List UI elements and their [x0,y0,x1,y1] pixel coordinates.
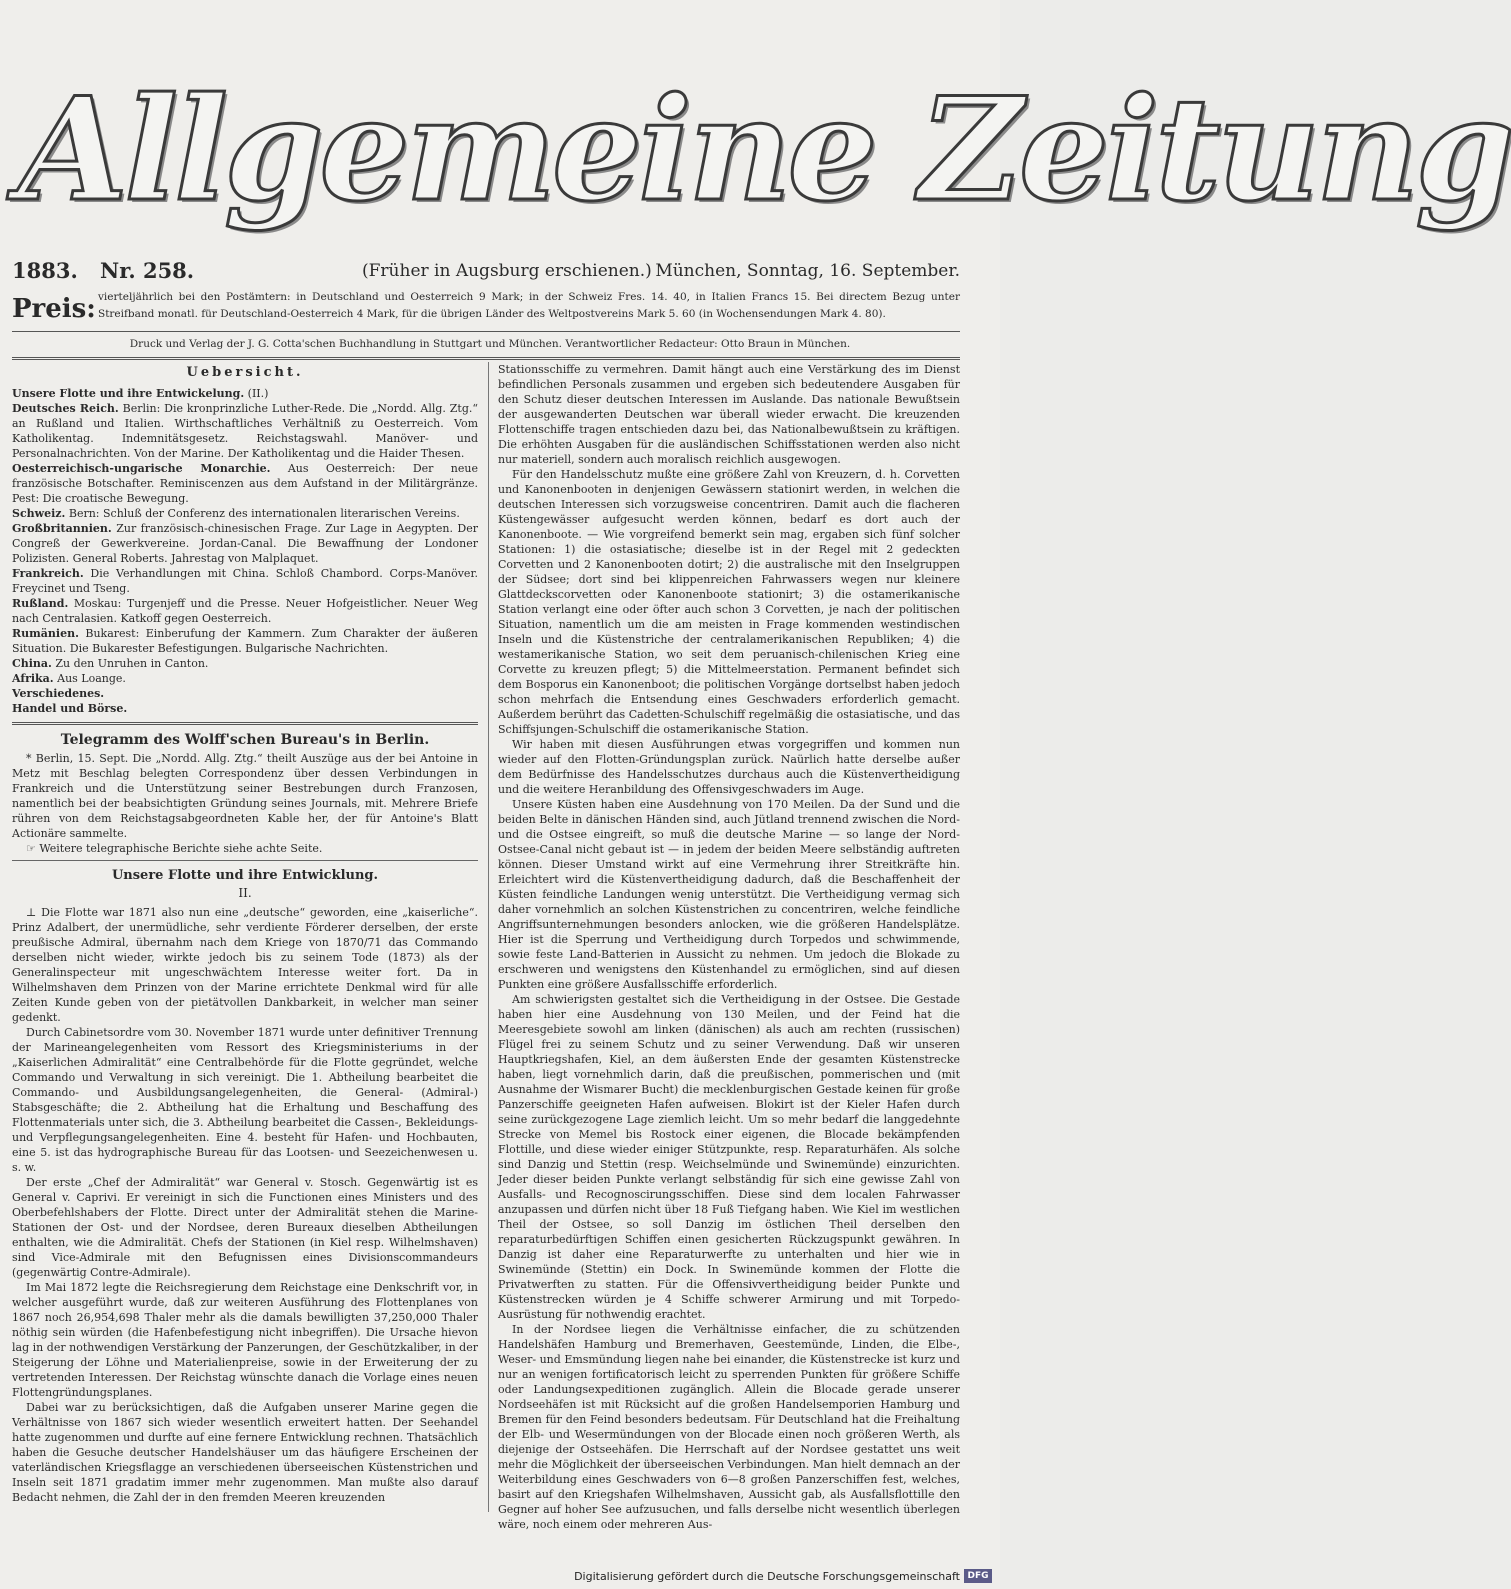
masthead-title: Allgemeine Zeitung [18,67,1511,233]
place-date: München, Sonntag, 16. September. [655,261,960,281]
article-paragraph: Dabei war zu berücksichtigen, daß die Aufgaben unserer Marine gegen die Verhältnisse von 1867 sich wieder wesentlich erweitert hatten. Der Seehandel hatte zugenommen und durfte auf eine fernere Entwicklung rechnen. Thatsächlich haben die Gesuche deutscher Handelshäuser um das häufigere Erscheinen der vaterländischen Kriegsflagge an verschiedenen überseeischen Küstenstrichen und Inseln seit 1871 gradatim immer mehr zugenommen. Man mußte also darauf Bedacht nehmen, die Zahl der in den fremden Meeren kreuzenden [12,1401,478,1504]
overview-entry: Frankreich. Die Verhandlungen mit China. Schloß Chambord. Corps-Manöver. Freycinet und Tseng. [12,567,478,595]
overview-entry: Deutsches Reich. Berlin: Die kronprinzliche Luther-Rede. Die „Nordd. Allg. Ztg.“ an Rußland und Italien. Wirthschaftliches Verhältniß zu Oesterreich. Vom Katholikentag. Indemnitätsgesetz. Reichstagswahl. Manöver- und Personalnachrichten. Von der Marine. Der Katholikentag und die Haider Thesen. [12,402,478,460]
former-location-note: (Früher in Augsburg erschienen.) [362,261,652,281]
overview-entry: Großbritannien. Zur französisch-chinesischen Frage. Zur Lage in Aegypten. Der Congreß der Gewerkvereine. Jordan-Canal. Die Bewaffnung der Londoner Polizisten. General Roberts. Jahrestag von Malplaquet. [12,522,478,565]
article-paragraph: Der erste „Chef der Admiralität“ war General v. Stosch. Gegenwärtig ist es General v. Caprivi. Er vereinigt in sich die Functionen eines Ministers und des Oberbefehlshabers der Flotte. Direct unter der Admiralität stehen die Marine-Stationen der Ost- und der Nordsee, deren Bureaux dieselben Abtheilungen enthalten, wie die Admiralität. Chefs der Stationen (in Kiel resp. Wilhelmshaven) sind Vice-Admirale mit den Befugnissen eines Divisionscommandeurs (gegenwärtig Contre-Admirale). [12,1176,478,1279]
article-paragraph: Am schwierigsten gestaltet sich die Vertheidigung in der Ostsee. Die Gestade haben hier eine Ausdehnung von 130 Meilen, und der Feind hat die Meeresgebiete sowohl am linken (dänischen) als auch am rechten (russischen) Flügel frei zu seinem Schutz und zu seiner Verwendung. Daß wir unseren Hauptkriegshafen, Kiel, an dem äußersten Ende der gesamten Küstenstrecke haben, liegt vornehmlich darin, daß die preußischen, pommerischen und (mit Ausnahme der Wismarer Bucht) die mecklenburgischen Gestade keinen für große Panzerschiffe geeigneten Hafen aufweisen. Blokirt ist der Kieler Hafen durch seine zurückgezogene Lage ziemlich leicht. Um so mehr bedarf die langgedehnte Strecke von Memel bis Rostock einer eigenen, die Blocade bekämpfenden Flottille, und diese wieder einiger Stützpunkte, resp. Reparaturhäfen. Als solche sind Danzig und Stettin (resp. Weichselmünde und Swinemünde) einzurichten. Jeder dieser beiden Punkte verlangt selbständig für sich eine gewisse Zahl von Ausfalls- und Recognoscirungsschiffen. Diese sind dem localen Fahrwasser anzupassen und dürfen nicht über 18 Fuß Tiefgang haben. Wie Kiel im westlichen Theil der Ostsee, so soll Danzig im östlichen Theil derselben den reparaturbedürftigen Schiffen einen gesicherten Rückzugspunkt gewähren. In Danzig ist daher eine Reparaturwerfte zu unterhalten und hier wie in Swinemünde (Stettin) ein Dock. In Swinemünde kommen der Flotte die Privatwerften zu statten. Für die Offensivvertheidigung beider Punkte und Küstenstrecken würden je 4 Schiffe schwerer Armirung und mit Torpedo-Ausrüstung für nothwendig erachtet. [498,993,960,1321]
section-divider [12,860,478,861]
issue-year: 1883. [12,258,78,283]
overview-entry: Oesterreichisch-ungarische Monarchie. Aus Oesterreich: Der neue französische Botschafter. Reminiscenzen aus dem Aufstand in der Militärgränze. Pest: Die croatische Bewegung. [12,462,478,505]
overview-entry: Afrika. Aus Loange. [12,672,126,685]
column-divider [488,362,489,1512]
overview-entry: Schweiz. Bern: Schluß der Conferenz des internationalen literarischen Vereins. [12,507,460,520]
article-title: Unsere Flotte und ihre Entwicklung. [111,868,379,883]
article-paragraph: Wir haben mit diesen Ausführungen etwas vorgegriffen und kommen nun wieder auf den Flotten-Gründungsplan zurück. Naürlich hatte derselbe außer dem Bedürfnisse des Handelsschutzes durchaus auch die Küstenvertheidigung und die weitere Heranbildung des Offensivgeschwaders im Auge. [498,738,960,796]
article-paragraph: Im Mai 1872 legte die Reichsregierung dem Reichstage eine Denkschrift vor, in welcher ausgeführt wurde, daß zur weiteren Ausführung des Flottenplanes von 1867 noch 26,954,698 Thaler mehr als die damals bewilligten 37,250,000 Thaler nöthig sein würden (die Hafenbefestigung nicht inbegriffen). Die Ursache hievon lag in der nothwendigen Verstärkung der Panzerungen, der Geschützkaliber, in der Steigerung der Löhne und Materialienpreise, sowie in der Erweiterung der zu vertretenden Interessen. Der Reichstag wünschte danach die Vorlage eines neuen Flottengründungsplanes. [12,1281,478,1399]
overview-entry: China. Zu den Unruhen in Canton. [12,657,209,670]
article-paragraph: In der Nordsee liegen die Verhältnisse einfacher, die zu schützenden Handelshäfen Hamburg und Bremerhaven, Geestemünde, Linden, die Elbe-, Weser- und Emsmündung liegen nahe bei einander, die Küstenstrecke ist kurz und nur an wenigen fortificatorisch leicht zu sperrenden Punkten für größere Schiffe oder Landungsexpeditionen zugänglich. Allein die Blocade gerade unserer Nordseehäfen ist mit Rücksicht auf die großen Handelsemporien Hamburg und Bremen für den Feind besonders bedeutsam. Für Deutschland hat die Freihaltung der Elb- und Wesermündungen von der Blocade einen noch größeren Werth, als diejenige der Ostseehäfen. Die Herrschaft auf der Nordsee gestattet uns weit mehr die Möglichkeit der überseeischen Verbindungen. Man hielt demnach an der Weiterbildung eines Geschwaders von 6—8 großen Panzerschiffen fest, welches, basirt auf den Kriegshafen Wilhelmshaven, Aussicht gab, als Ausfallsflottille den Gegner auf hoher See aufzusuchen, und falls derselbe nicht wesentlich überlegen wäre, noch einem oder mehreren Aus- [498,1323,960,1531]
article-paragraph: Unsere Küsten haben eine Ausdehnung von 170 Meilen. Da der Sund und die beiden Belte in dänischen Händen sind, auch Jütland trennend zwischen die Nord- und die Ostsee eingreift, so muß die deutsche Marine — so lange der Nord-Ostsee-Canal nicht gebaut ist — in jedem der beiden Meere selbständig auftreten können. Dieser Umstand wirkt auf eine Vermehrung ihrer Streitkräfte hin. Erleichtert wird die Küstenvertheidigung dadurch, daß die Beschaffenheit der Küsten feindliche Landungen wenig unterstützt. Die Vertheidigung vermag sich daher vornehmlich an solchen Küstenstrichen zu concentriren, welche feindliche Angriffsunternehmungen besonders anlocken, wie die größeren Handelsplätze. Hier ist die Sperrung und Vertheidigung durch Torpedos und schwimmende, sowie feste Land-Batterien in Aussicht zu nehmen. Um jedoch die Blokade zu erschweren und wenigstens den Küstenhandel zu ermöglichen, sind auf diesen Punkten eine größere Ausfallsschiffe erforderlich. [498,798,960,991]
issue-number: Nr. 258. [100,258,195,283]
overview-entry: Unsere Flotte und ihre Entwickelung. (II.) [12,387,269,400]
article-paragraph: ⊥ Die Flotte war 1871 also nun eine „deutsche“ geworden, eine „kaiserliche“. Prinz Adalbert, der unermüdliche, sehr verdiente Förderer derselben, der erste preußische Admiral, übernahm nach dem Kriege von 1870/71 das Commando derselben nicht wieder, wirkte jedoch bis zu seinem Tode (1873) als der Generalinspecteur mit ungeschwächtem Interesse weiter fort. Da in Wilhelmshaven dem Prinzen von der Marine errichtete Denkmal wird für alle Zeiten Kunde geben von der pietätvollen Dankbarkeit, in welcher man seiner gedenkt. [12,906,478,1024]
overview-heading: Uebersicht. [186,365,304,380]
telegram-text: * Berlin, 15. Sept. Die „Nordd. Allg. Ztg.“ theilt Auszüge aus der bei Antoine in Metz mit Beschlag belegten Correspondenz über dessen Verbindungen in Frankreich und die Unterstützung seiner Bestrebungen durch Franzosen, namentlich bei der beabsichtigten Gründung seines Journals, mit. Mehrere Briefe rühren von dem Reichstagsabgeordneten Kable her, der für Antoine's Blatt Actionäre sammelte. [12,752,478,840]
article-paragraph: Stationsschiffe zu vermehren. Damit hängt auch eine Verstärkung des im Dienst befindlichen Personals zusammen und ergeben sich bedeutendere Ausgaben für den Schutz dieser deutschen Interessen im Auslande. Das nationale Bewußtsein der ausgewanderten Deutschen war überall wieder erwacht. Die kreuzenden Flottenschiffe tragen entschieden dazu bei, das Nationalbewußtsein zu kräftigen. Die erhöhten Ausgaben für die ausländischen Schiffsstationen werden also nicht nur materiell, sondern auch moralisch reichlich ausgewogen. [498,363,960,466]
article-paragraph: Für den Handelsschutz mußte eine größere Zahl von Kreuzern, d. h. Corvetten und Kanonenbooten in denjenigen Gewässern stationirt werden, in welchen die deutschen Interessen sich vorzugsweise concentriren. Damit auch die flacheren Küstengewässer aufgesucht werden können, bedarf es dort auch der Kanonenboote. — Wie vorgreifend bemerkt sein mag, ergaben sich fünf solcher Stationen: 1) die ostasiatische; dieselbe ist in der Regel mit 2 gedeckten Corvetten und 2 Kanonenbooten dotirt; 2) die australische mit den Inselgruppen der Südsee; dort sind bei klippenreichen Fahrwassers wegen nur kleinere Glattdeckscorvetten oder Kanonenboote stationirt; 3) die ostamerikanische Station verlangt eine oder öfter auch schon 3 Corvetten, je nach der politischen Situation, namentlich um die am meisten in Frage kommenden westindischen Inseln und die Küstenstriche der centralamerikanischen Republiken; 4) die westamerikanische Station, wo seit dem peruanisch-chilenischen Krieg eine Corvette zu kreuzen pflegt; 5) die Mittelmeerstation. Permanent befindet sich dem Bosporus ein Kanonenboot; die politischen Vorgänge dortselbst haben jedoch schon mehrfach die Entsendung eines Geschwaders erforderlich gemacht. Außerdem berührt das Cadetten-Schulschiff regelmäßig die ostasiatische, und das Schiffsjungen-Schulschiff die ostamerikanische Station. [498,468,960,736]
header-rule [12,331,960,332]
right-column [498,362,960,1531]
article-paragraph: Durch Cabinetsordre vom 30. November 1871 wurde unter definitiver Trennung der Marineangelegenheiten vom Ressort des Kriegsministeriums in der „Kaiserlichen Admiralität“ eine Centralbehörde für die Flotte gegründet, welche Commando und Verwaltung in sich vereinigt. Die 1. Abtheilung bearbeitet die Commando- und Ausbildungsangelegenheiten, die General- (Admiral-) Stabsgeschäfte; die 2. Abtheilung hat die Erhaltung und Beschaffung des Flottenmaterials unter sich, die 3. Abtheilung bearbeitet die Cassen-, Bekleidungs- und Verpflegungsangelegenheiten. Eine 4. besteht für Hafen- und Hochbauten, eine 5. ist das hydrographische Bureau für das Lootsen- und Seezeichenwesen u. s. w. [12,1026,478,1174]
digitization-credit: Digitalisierung gefördert durch die Deutsche Forschungsgemeinschaft [574,1570,960,1583]
telegram-heading: Telegramm des Wolff'schen Bureau's in Berlin. [60,732,430,748]
overview-entry: Verschiedenes. [12,687,105,700]
publisher-line: Druck und Verlag der J. G. Cotta'schen Buchhandlung in Stuttgart und München. Verantwortlicher Redacteur: Otto Braun in München. [129,338,851,350]
overview-entry: Handel und Börse. [12,702,128,715]
price-text: vierteljährlich bei den Postämtern: in Deutschland und Oesterreich 9 Mark; in der Schweiz Fres. 14. 40, in Italien Francs 15. Bei directem Bezug unter Streifband monatl. für Deutschland-Oesterreich 4 Mark, für die übrigen Länder des Weltpostvereins Mark 5. 60 (in Wochensendungen Mark 4. 80). [98,291,960,320]
article-part: II. [238,886,252,900]
header-double-rule [12,357,960,360]
overview-list [12,386,478,716]
dfg-logo: DFG [964,1569,992,1583]
dateline [12,258,960,284]
telegram-note: ☞ Weitere telegraphische Berichte siehe achte Seite. [26,842,323,855]
left-column [12,362,478,1512]
section-divider [12,722,478,725]
price-label: Preis: [12,294,96,324]
overview-entry: Rußland. Moskau: Turgenjeff und die Presse. Neuer Hofgeistlicher. Neuer Weg nach Centralasien. Katkoff gegen Oesterreich. [12,597,478,625]
overview-entry: Rumänien. Bukarest: Einberufung der Kammern. Zum Charakter der äußeren Situation. Die Bukarester Befestigungen. Bulgarische Nachrichten. [12,627,478,655]
